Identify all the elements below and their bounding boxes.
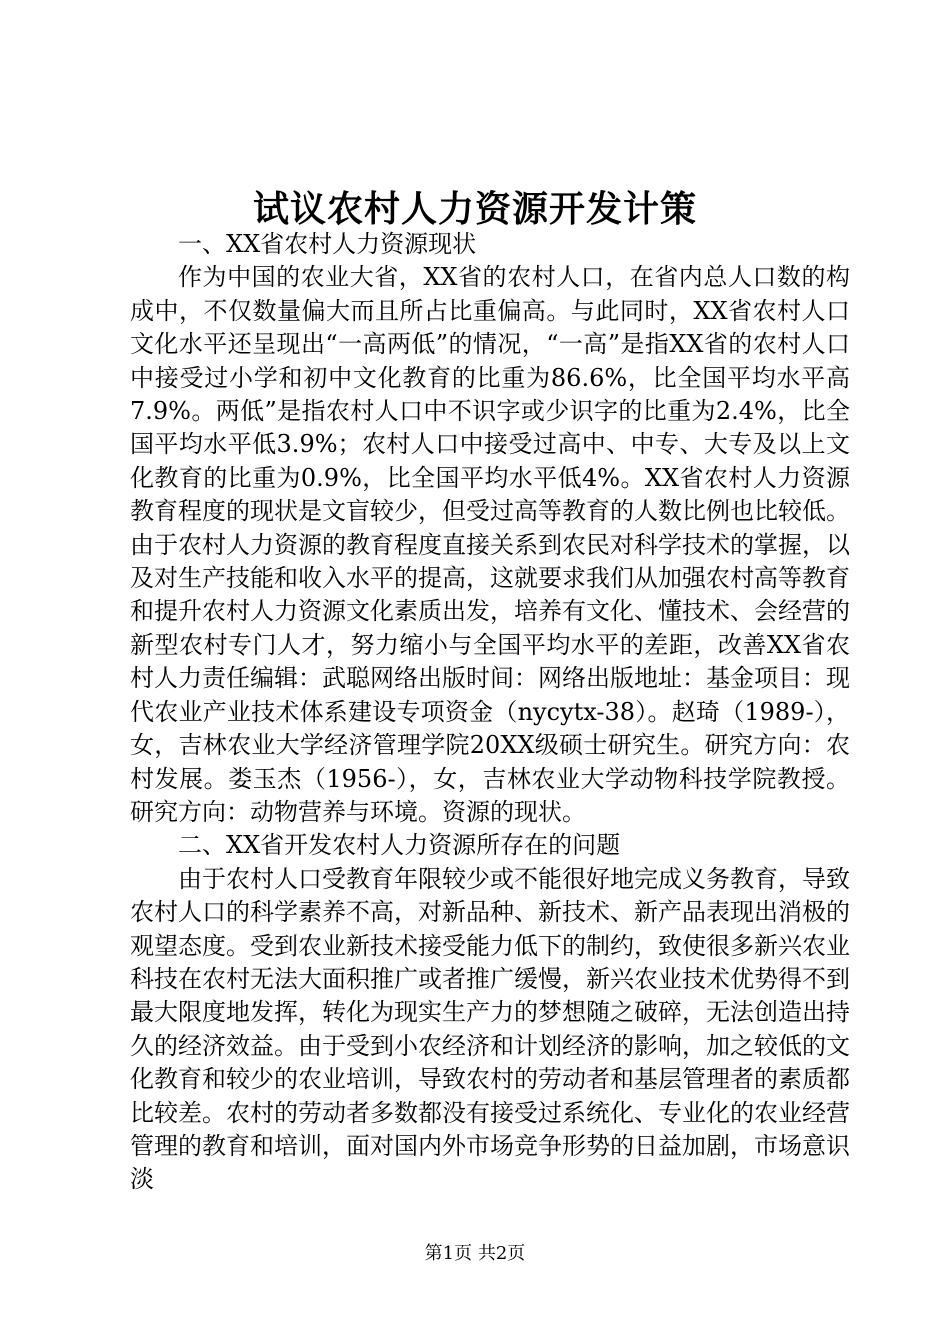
document-body [130, 228, 850, 1197]
document-title: 试议农村人力资源开发计策 [252, 188, 697, 230]
section-heading-2: 二、XX省开发农村人力资源所存在的问题 [178, 831, 621, 860]
section-1-paragraph: 作为中国的农业大省，XX省的农村人口，在省内总人口数的构成中，不仅数量偏大而且所占比重偏高。与此同时，XX省农村人口文化水平还呈现出“一高两低”的情况，“一高”是指XX省的农村人口中接受过小学和初中文化教育的比重为86.6%，比全国平均水平高7.9%。两低”是指农村人口中不识字或少识字的比重为2.4%，比全国平均水平低3.9%；农村人口中接受过高中、中专、大专及以上文化教育的比重为0.9%，比全国平均水平低4%。XX省农村人力资源教育程度的现状是文盲较少，但受过高等教育的人数比例也比较低。由于农村人力资源的教育程度直接关系到农民对科学技术的掌握，以及对生产技能和收入水平的提高，这就要求我们从加强农村高等教育和提升农村人力资源文化素质出发，培养有文化、懂技术、会经营的新型农村专门人才，努力缩小与全国平均水平的差距，改善XX省农村人力责任编辑：武聪网络出版时间：网络出版地址：基金项目：现代农业产业技术体系建设专项资金（nycytx-38）。赵琦（1989-），女，吉林农业大学经济管理学院20XX级硕士研究生。研究方向：农村发展。娄玉杰（1956-），女，吉林农业大学动物科技学院教授。研究方向：动物营养与环境。资源的现状。 [130, 263, 850, 826]
section-heading-1: 一、XX省农村人力资源现状 [178, 230, 477, 258]
section-2-paragraph: 由于农村人口受教育年限较少或不能很好地完成义务教育，导致农村人口的科学素养不高，对新品种、新技术、新产品表现出消极的观望态度。受到农业新技术接受能力低下的制约，致使很多新兴农业科技在农村无法大面积推广或者推广缓慢，新兴农业技术优势得不到最大限度地发挥，转化为现实生产力的梦想随之破碎，无法创造出持久的经济效益。由于受到小农经济和计划经济的影响，加之较低的文化教育和较少的农业培训，导致农村的劳动者和基层管理者的素质都比较差。农村的劳动者多数都没有接受过系统化、专业化的农业经营管理的教育和培训，面对国内外市场竞争形势的日益加剧，市场意识淡 [130, 864, 850, 1194]
page-footer: 第1页 共2页 [424, 1243, 526, 1264]
